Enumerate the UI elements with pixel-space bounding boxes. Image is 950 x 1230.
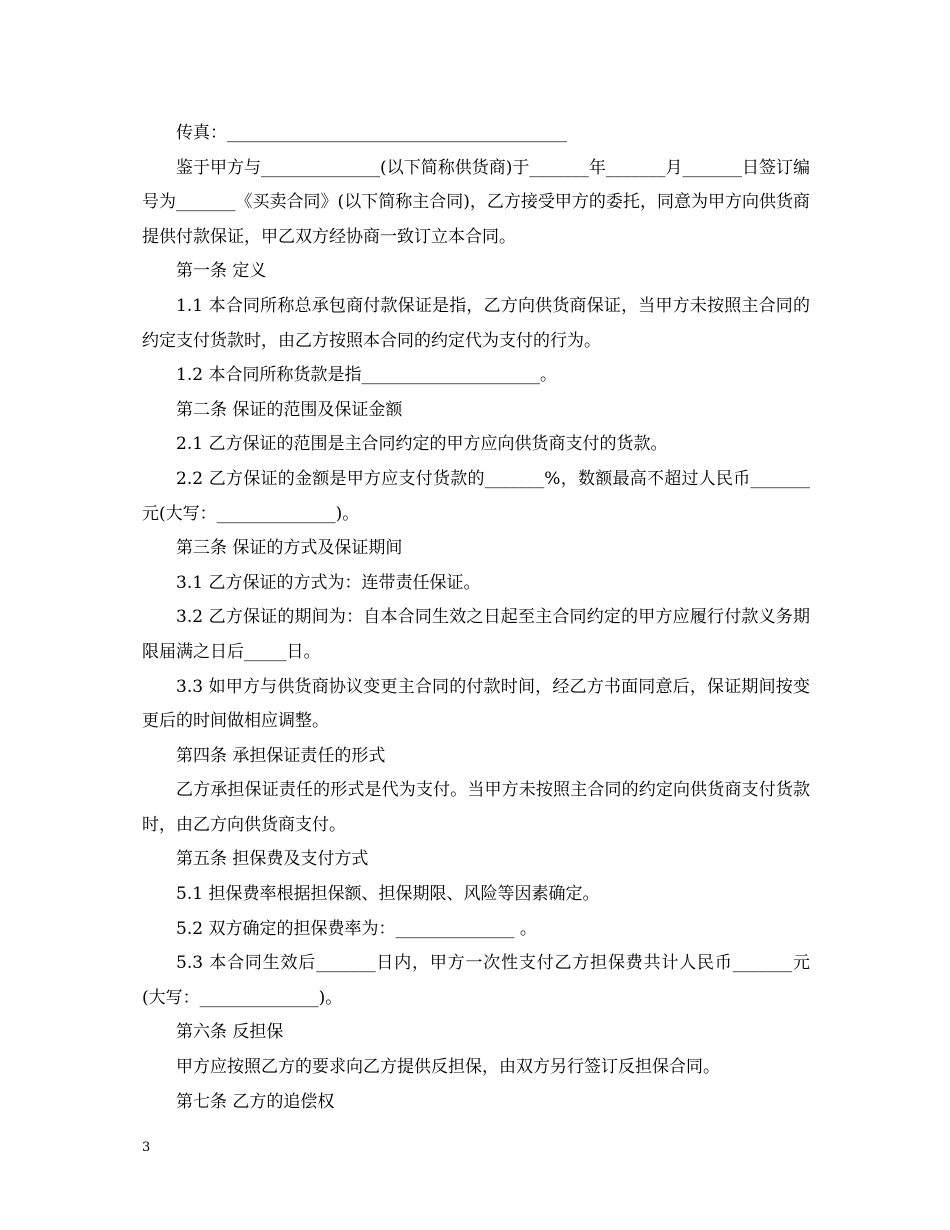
clause-5-3: 5.3 本合同生效后_______日内，甲方一次性支付乙方担保费共计人民币_______元(大写：______________)。 bbox=[142, 953, 810, 1008]
clause-3-1: 3.1 乙方保证的方式为：连带责任保证。 bbox=[176, 572, 481, 593]
article-2-heading: 第二条 保证的范围及保证金额 bbox=[176, 399, 403, 420]
article-4-heading: 第四条 承担保证责任的形式 bbox=[176, 745, 386, 766]
article-6-body: 甲方应按照乙方的要求向乙方提供反担保，由双方另行签订反担保合同。 bbox=[176, 1057, 720, 1078]
article-5-heading: 第五条 担保费及支付方式 bbox=[176, 849, 369, 870]
fax-line: 传真：________________________________________ bbox=[176, 123, 567, 143]
clause-5-1: 5.1 担保费率根据担保额、担保期限、风险等因素确定。 bbox=[176, 884, 600, 905]
clause-3-3: 3.3 如甲方与供货商协议变更主合同的付款时间，经乙方书面同意后，保证期间按变更后的时间做相应调整。 bbox=[142, 676, 810, 732]
article-1-heading: 第一条 定义 bbox=[176, 261, 267, 282]
preamble-paragraph: 鉴于甲方与______________(以下简称供货商)于_______年_______月_______日签订编号为_______《买卖合同》(以下简称主合同)，乙方接受甲方的委托，同意为甲方向供货商提供付款保证，甲乙双方经协商一致订立本合同。 bbox=[142, 157, 810, 247]
clause-2-1: 2.1 乙方保证的范围是主合同约定的甲方应向供货商支付的货款。 bbox=[176, 434, 668, 455]
clause-1-2: 1.2 本合同所称货款是指_____________________。 bbox=[176, 365, 557, 386]
page-number: 3 bbox=[142, 1140, 151, 1155]
article-7-heading: 第七条 乙方的追偿权 bbox=[176, 1091, 335, 1112]
clause-5-2: 5.2 双方确定的担保费率为：______________ 。 bbox=[176, 918, 537, 939]
clause-1-1: 1.1 本合同所称总承包商付款保证是指，乙方向供货商保证，当甲方未按照主合同的约定支付货款时，由乙方按照本合同的约定代为支付的行为。 bbox=[142, 295, 810, 351]
document-body bbox=[142, 116, 810, 1119]
article-3-heading: 第三条 保证的方式及保证期间 bbox=[176, 538, 403, 559]
article-6-heading: 第六条 反担保 bbox=[176, 1022, 284, 1043]
clause-3-2: 3.2 乙方保证的期间为：自本合同生效之日起至主合同约定的甲方应履行付款义务期限届满之日后_____日。 bbox=[142, 607, 810, 662]
clause-2-2: 2.2 乙方保证的金额是甲方应支付货款的_______%，数额最高不超过人民币_______元(大写：______________)。 bbox=[142, 468, 810, 524]
article-4-body: 乙方承担保证责任的形式是代为支付。当甲方未按照主合同的约定向供货商支付货款时，由乙方向供货商支付。 bbox=[142, 780, 810, 835]
